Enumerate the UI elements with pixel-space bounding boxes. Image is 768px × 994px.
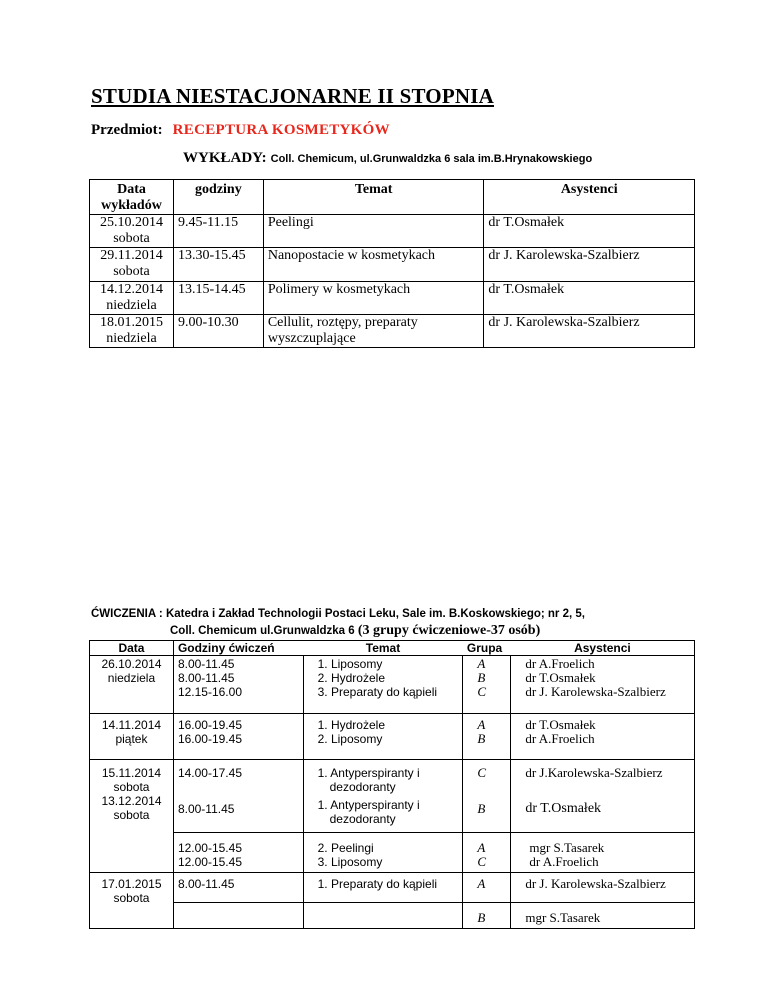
lectures-heading-label: WYKŁADY: xyxy=(183,150,267,166)
ex-date xyxy=(90,656,174,714)
ex-topic: 2. Peelingi xyxy=(317,840,374,855)
ex-hours-value: 12.00-15.45 xyxy=(177,840,242,855)
ex-topic: 1. Antyperspiranty i xyxy=(317,766,420,780)
ex-hours-empty xyxy=(173,902,303,928)
lecture-date xyxy=(90,282,174,315)
lecture-day: sobota xyxy=(113,231,150,246)
lecture-hours: 13.30-15.45 xyxy=(173,248,263,282)
lecture-hours: 9.45-11.15 xyxy=(173,215,263,248)
ex-topics xyxy=(303,714,463,760)
lecture-hours: 9.00-10.30 xyxy=(173,315,263,348)
exercises-heading-line1: ĆWICZENIA : Katedra i Zakład Technologii Postaci Leku, Sale im. B.Koskowskiego; nr 2, 5, xyxy=(91,608,585,620)
ex-day: piątek xyxy=(115,732,148,746)
ex-topic-empty xyxy=(303,902,463,928)
ex-hours-value: 16.00-19.45 xyxy=(177,718,242,732)
table-row xyxy=(90,714,695,760)
col-header-topic: Temat xyxy=(263,180,484,215)
subject-label: Przedmiot: xyxy=(91,122,163,138)
ex-group: C xyxy=(477,684,487,699)
ex-topics xyxy=(303,760,463,795)
lecture-date-value: 29.11.2014 xyxy=(100,248,163,263)
ex-date-value: 13.12.2014 xyxy=(101,794,162,808)
ex-col-header-hours: Godziny ćwiczeń xyxy=(177,641,275,655)
ex-day: sobota xyxy=(113,890,150,905)
ex-day: sobota xyxy=(113,780,150,794)
ex-group: C xyxy=(463,760,511,795)
lecture-date xyxy=(90,215,174,248)
ex-date xyxy=(90,760,174,873)
ex-col-header-topic: Temat xyxy=(365,641,401,655)
ex-assistant: dr A.Froelich xyxy=(525,731,595,746)
ex-hours-value: 12.00-15.45 xyxy=(177,854,242,869)
ex-assistant: dr J.Karolewska-Szalbierz xyxy=(511,760,695,795)
ex-hours-value: 8.00-11.45 xyxy=(177,671,235,685)
ex-hours xyxy=(173,714,303,760)
col-header-hours: godziny xyxy=(173,180,263,215)
lecture-assistant: dr J. Karolewska-Szalbierz xyxy=(484,248,695,282)
lecture-topic: Polimery w kosmetykach xyxy=(263,282,484,315)
exercises-heading-line2 xyxy=(170,623,540,639)
exercises-table xyxy=(89,640,695,929)
table-row xyxy=(90,656,695,714)
ex-assistant: dr A.Froelich xyxy=(525,656,595,671)
lectures-table xyxy=(89,179,695,348)
lectures-location: Coll. Chemicum, ul.Grunwaldzka 6 sala im.B.Hrynakowskiego xyxy=(270,153,593,165)
ex-topic: 1. Preparaty do kąpieli xyxy=(303,872,463,902)
ex-group: A xyxy=(463,872,511,902)
ex-col-header-date: Data xyxy=(90,641,174,656)
ex-date-value: 15.11.2014 xyxy=(101,766,162,780)
ex-date-value: 26.10.2014 xyxy=(101,657,162,671)
ex-group: B xyxy=(477,670,486,685)
lecture-date xyxy=(90,315,174,348)
subject-value: RECEPTURA KOSMETYKÓW xyxy=(172,122,390,138)
ex-date-value: 17.01.2015 xyxy=(101,876,162,891)
ex-assistant: dr J. Karolewska-Szalbierz xyxy=(525,684,666,699)
ex-topic: 3. Liposomy xyxy=(317,854,383,869)
subject-line xyxy=(91,122,390,139)
table-row xyxy=(90,215,695,248)
ex-topic: 2. Liposomy xyxy=(317,732,383,746)
ex-col-header-group: Grupa xyxy=(466,641,503,655)
ex-assistant: dr J. Karolewska-Szalbierz xyxy=(511,872,695,902)
table-row xyxy=(90,832,695,872)
ex-assistant: mgr S.Tasarek xyxy=(511,902,695,928)
ex-assistant: dr T.Osmałek xyxy=(511,794,695,832)
ex-assistants xyxy=(511,832,695,872)
ex-group: A xyxy=(477,839,486,855)
ex-group: B xyxy=(463,794,511,832)
ex-topic: 2. Hydrożele xyxy=(317,671,385,685)
lecture-date-value: 25.10.2014 xyxy=(99,215,163,230)
table-row xyxy=(90,902,695,928)
ex-date xyxy=(90,714,174,760)
ex-hours-value: 8.00-11.45 xyxy=(177,657,235,671)
lecture-date-value: 18.01.2015 xyxy=(99,315,163,330)
ex-assistants xyxy=(511,714,695,760)
table-row xyxy=(90,282,695,315)
ex-hours: 14.00-17.45 xyxy=(173,760,303,795)
lecture-hours: 13.15-14.45 xyxy=(173,282,263,315)
lecture-topic: Nanopostacie w kosmetykach xyxy=(263,248,484,282)
ex-topic: 1. Liposomy xyxy=(317,657,383,671)
table-row xyxy=(90,760,695,795)
col-header-date: Data wykładów xyxy=(90,180,174,215)
ex-assistants xyxy=(511,656,695,714)
lecture-day: niedziela xyxy=(106,331,157,346)
exercises-header-row xyxy=(90,641,695,656)
exercises-location: Coll. Chemicum ul.Grunwaldzka 6 xyxy=(170,625,355,637)
ex-topic: 1. Antyperspiranty i xyxy=(317,798,420,812)
ex-assistant: mgr S.Tasarek xyxy=(529,839,605,855)
table-row xyxy=(90,872,695,902)
col-header-assistants: Asystenci xyxy=(484,180,695,215)
ex-groups xyxy=(463,714,511,760)
table-row xyxy=(90,315,695,348)
exercises-groups-note: (3 grupy ćwiczeniowe-37 osób) xyxy=(357,623,541,638)
ex-groups xyxy=(463,832,511,872)
lecture-assistant: dr T.Osmałek xyxy=(484,282,695,315)
ex-topic: 3. Preparaty do kąpieli xyxy=(317,685,438,699)
ex-topics xyxy=(303,832,463,872)
lecture-date xyxy=(90,248,174,282)
lecture-date-value: 14.12.2014 xyxy=(99,282,163,297)
lecture-topic: Cellulit, roztępy, preparaty wyszczuplające xyxy=(263,315,484,348)
ex-group: B xyxy=(477,731,486,746)
ex-topic: dezodoranty xyxy=(329,780,396,794)
ex-groups xyxy=(463,656,511,714)
ex-topic: 1. Hydrożele xyxy=(317,718,385,732)
ex-day: sobota xyxy=(113,808,150,822)
lectures-heading xyxy=(183,150,592,167)
ex-topics xyxy=(303,794,463,832)
ex-hours xyxy=(173,656,303,714)
ex-assistant: dr A.Froelich xyxy=(529,853,599,869)
ex-assistant: dr T.Osmałek xyxy=(525,717,596,732)
table-row xyxy=(90,248,695,282)
ex-hours: 8.00-11.45 xyxy=(173,872,303,902)
ex-hours: 8.00-11.45 xyxy=(173,794,303,832)
lecture-assistant: dr T.Osmałek xyxy=(484,215,695,248)
table-row xyxy=(90,794,695,832)
ex-col-header-assistants: Asystenci xyxy=(511,641,695,656)
ex-group: B xyxy=(463,902,511,928)
lecture-topic: Peelingi xyxy=(263,215,484,248)
ex-topic: dezodoranty xyxy=(329,812,396,826)
ex-group: C xyxy=(477,853,487,869)
lectures-header-row xyxy=(90,180,695,215)
ex-date xyxy=(90,872,174,928)
ex-hours-value: 16.00-19.45 xyxy=(177,732,242,746)
ex-topics xyxy=(303,656,463,714)
ex-assistant: dr T.Osmałek xyxy=(525,670,596,685)
ex-day: niedziela xyxy=(107,671,156,685)
lecture-day: niedziela xyxy=(106,298,157,313)
ex-group: A xyxy=(477,717,486,732)
lecture-assistant: dr J. Karolewska-Szalbierz xyxy=(484,315,695,348)
ex-date-value: 14.11.2014 xyxy=(101,718,162,732)
ex-group: A xyxy=(477,656,486,671)
ex-hours-value: 12.15-16.00 xyxy=(177,685,242,699)
ex-hours xyxy=(173,832,303,872)
lecture-day: sobota xyxy=(113,264,150,279)
page-title: STUDIA NIESTACJONARNE II STOPNIA xyxy=(91,84,494,108)
